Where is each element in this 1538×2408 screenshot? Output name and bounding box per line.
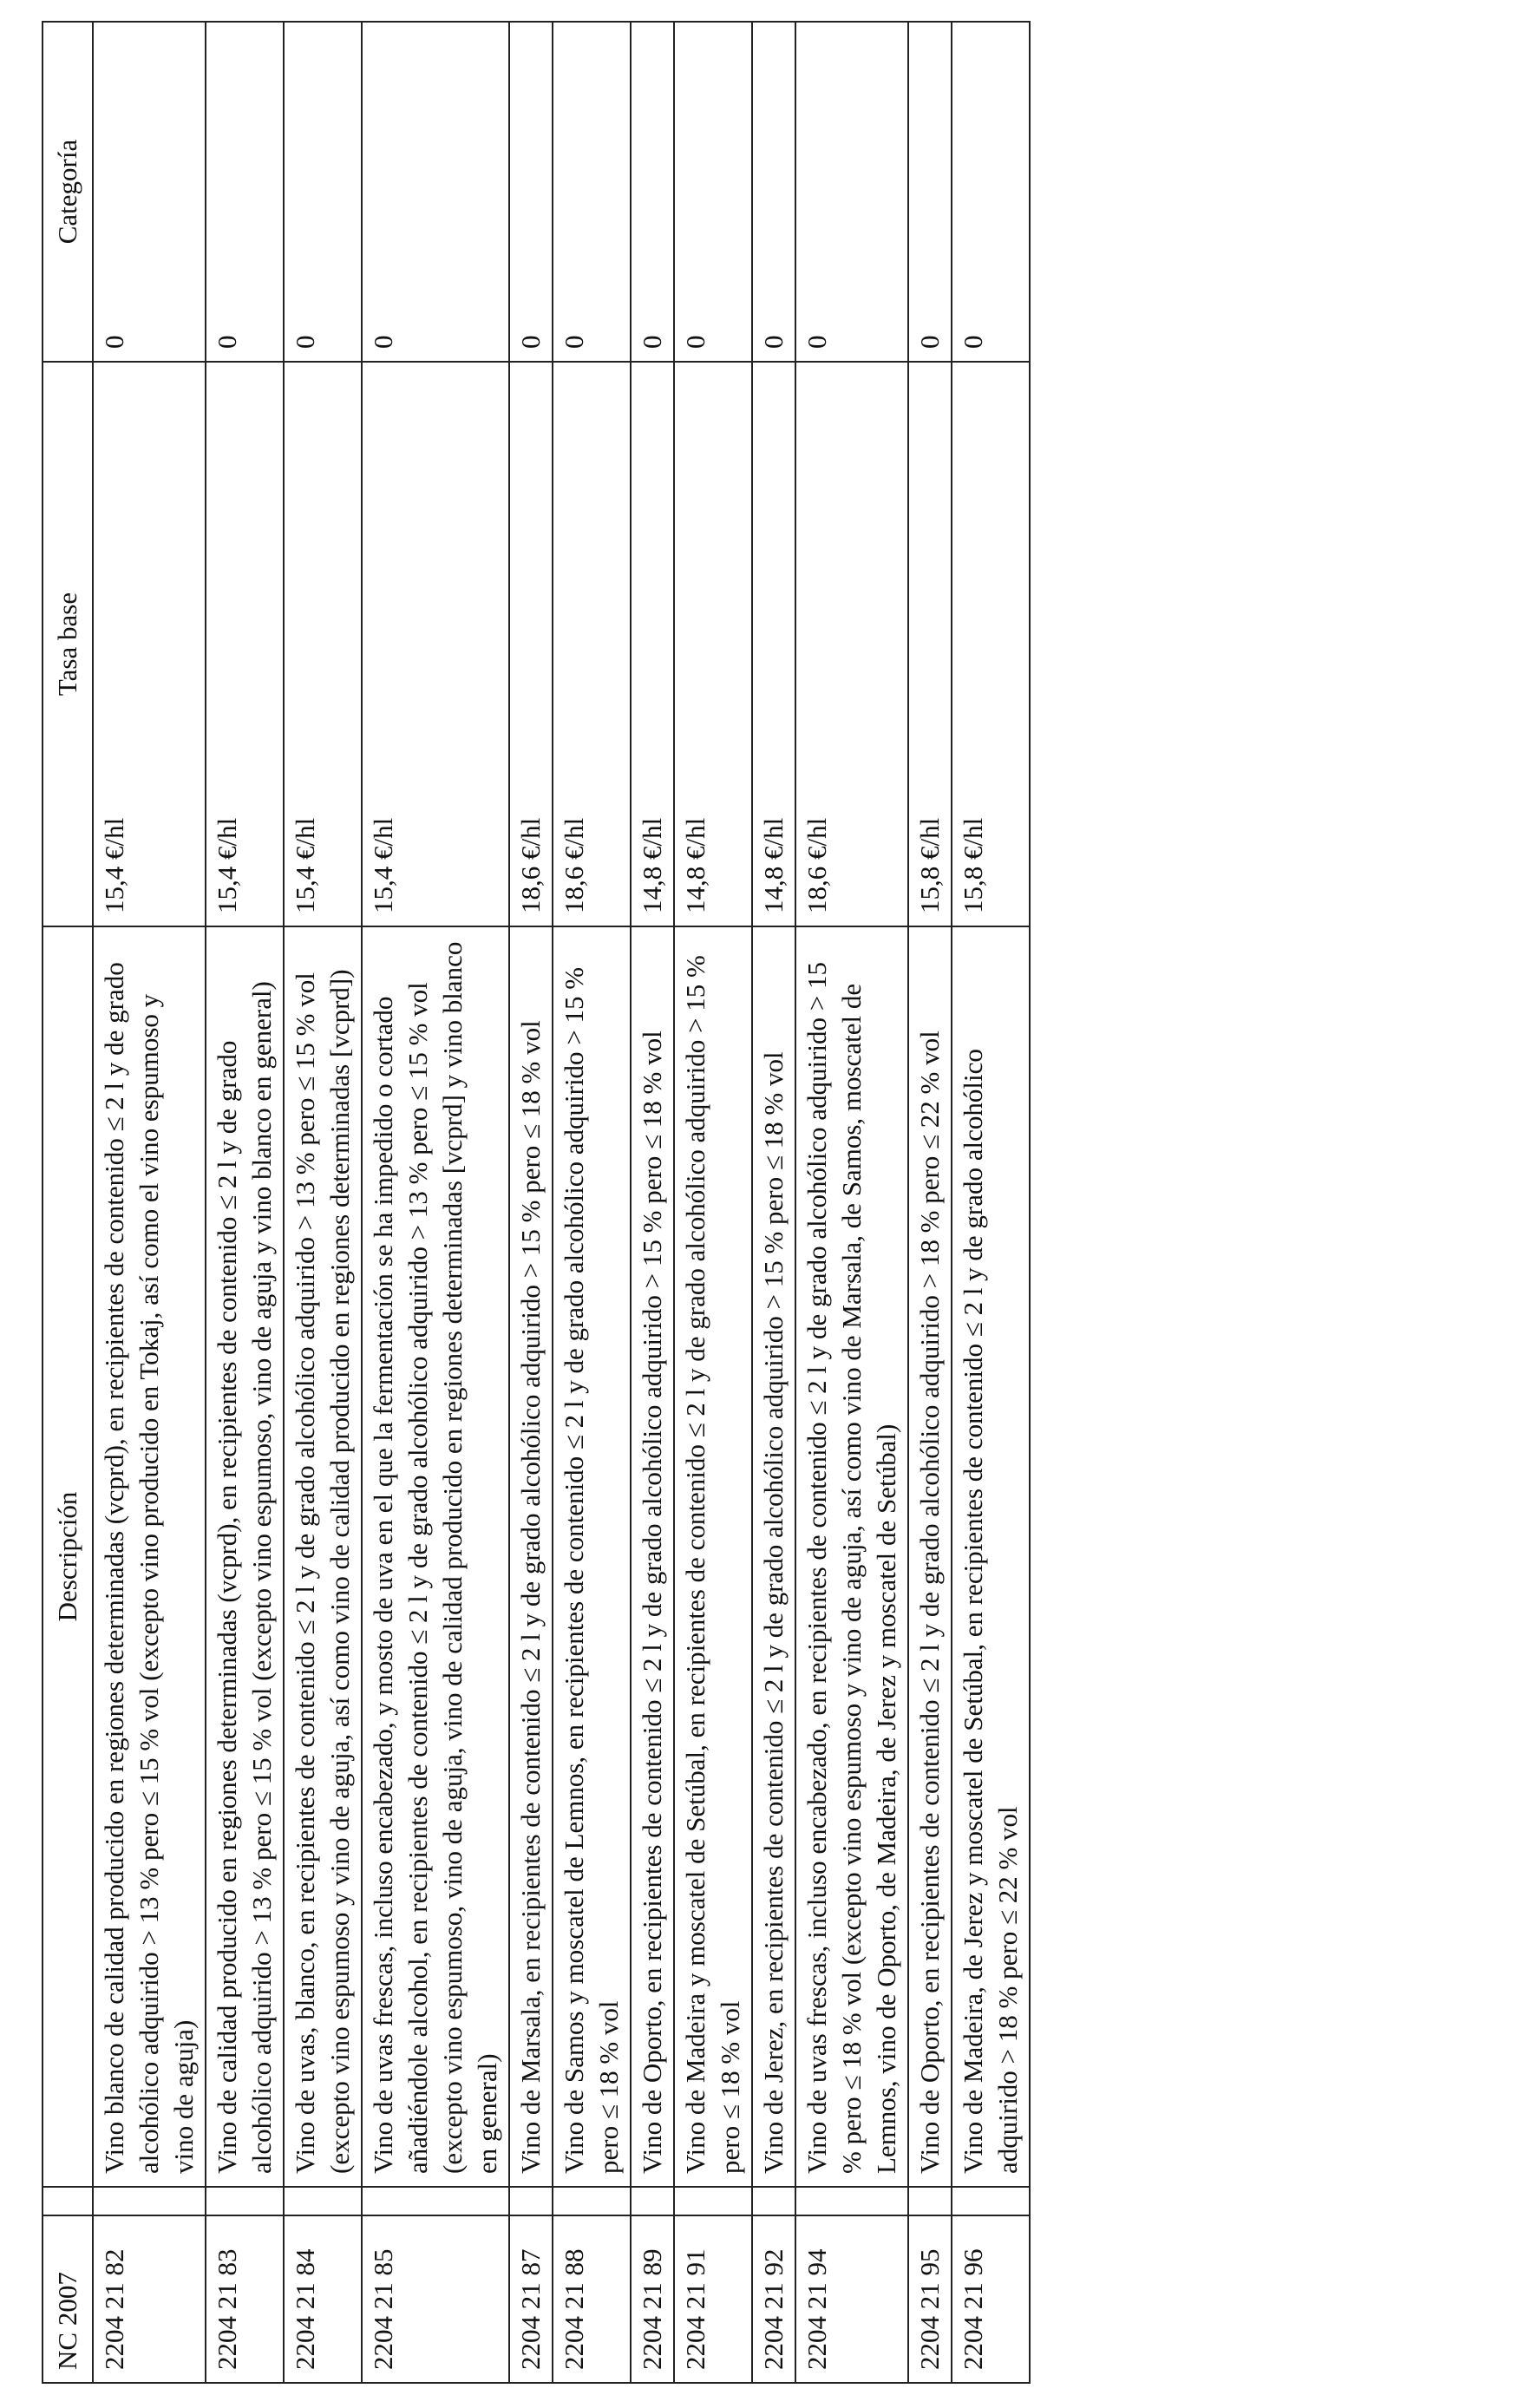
row-rate: 18,6 €/hl [795, 362, 908, 926]
row-code: 2204 21 89 [631, 2215, 674, 2383]
row-description: Vino de uvas frescas, incluso encabezado, y mosto de uva en el que la fermentación se ha impedido o cortado añadiéndole alcohol, en recipientes de contenido ≤ 2 l y de grado alcohólico adquirido > 13 % pero ≤ 15 % vol (excepto vino espumoso, vino de aguja, vino de calidad producido en regiones determinadas [vcprd] y vino blanco en general) [362, 926, 509, 2187]
row-rate: 14,8 €/hl [631, 362, 674, 926]
header-spacer [43, 2187, 93, 2215]
row-description: Vino de uvas frescas, incluso encabezado, en recipientes de contenido ≤ 2 l y de grado alcohólico adquirido > 15 % pero ≤ 18 % vol (excepto vino espumoso y vino de aguja, así como vino de Marsala, de Samos, moscatel de Lemnos, vino de Oporto, de Madeira, de Jerez y moscatel de Setúbal) [795, 926, 908, 2187]
table-row [752, 22, 795, 2383]
row-code: 2204 21 83 [206, 2215, 284, 2383]
row-spacer [952, 2187, 1030, 2215]
row-category: 0 [553, 22, 631, 362]
row-description: Vino de Oporto, en recipientes de contenido ≤ 2 l y de grado alcohólico adquirido > 15 % pero ≤ 18 % vol [631, 926, 674, 2187]
row-category: 0 [362, 22, 509, 362]
row-description: Vino de Madeira y moscatel de Setúbal, en recipientes de contenido ≤ 2 l y de grado alcohólico adquirido > 15 % pero ≤ 18 % vol [674, 926, 752, 2187]
row-description: Vino de Samos y moscatel de Lemnos, en recipientes de contenido ≤ 2 l y de grado alcohólico adquirido > 15 % pero ≤ 18 % vol [553, 926, 631, 2187]
row-spacer [795, 2187, 908, 2215]
table-row [674, 22, 752, 2383]
row-rate: 18,6 €/hl [553, 362, 631, 926]
row-rate: 14,8 €/hl [674, 362, 752, 926]
row-code: 2204 21 96 [952, 2215, 1030, 2383]
row-spacer [752, 2187, 795, 2215]
row-rate: 15,4 €/hl [206, 362, 284, 926]
row-description: Vino de uvas, blanco, en recipientes de contenido ≤ 2 l y de grado alcohólico adquirido > 13 % pero ≤ 15 % vol (excepto vino espumoso y vino de aguja, así como vino de calidad producido en regiones determinadas [vcprd]) [284, 926, 362, 2187]
row-description: Vino de Oporto, en recipientes de contenido ≤ 2 l y de grado alcohólico adquirido > 18 % pero ≤ 22 % vol [908, 926, 952, 2187]
row-category: 0 [952, 22, 1030, 362]
row-spacer [362, 2187, 509, 2215]
row-code: 2204 21 94 [795, 2215, 908, 2383]
row-spacer [206, 2187, 284, 2215]
row-category: 0 [93, 22, 206, 362]
row-description: Vino de Jerez, en recipientes de contenido ≤ 2 l y de grado alcohólico adquirido > 15 % pero ≤ 18 % vol [752, 926, 795, 2187]
table-header-row [43, 22, 93, 2383]
header-code: NC 2007 [43, 2215, 93, 2383]
row-rate: 15,8 €/hl [908, 362, 952, 926]
table-row [908, 22, 952, 2383]
row-rate: 15,4 €/hl [93, 362, 206, 926]
row-category: 0 [509, 22, 553, 362]
table-row [631, 22, 674, 2383]
row-category: 0 [752, 22, 795, 362]
row-description: Vino de Madeira, de Jerez y moscatel de Setúbal, en recipientes de contenido ≤ 2 l y de grado alcohólico adquirido > 18 % pero ≤ 22 % vol [952, 926, 1030, 2187]
table-row [509, 22, 553, 2383]
table-row [206, 22, 284, 2383]
row-category: 0 [206, 22, 284, 362]
header-category: Categoría [43, 22, 93, 362]
row-spacer [509, 2187, 553, 2215]
tariff-table [42, 21, 1031, 2384]
row-spacer [553, 2187, 631, 2215]
row-category: 0 [908, 22, 952, 362]
table-row [93, 22, 206, 2383]
table-row [362, 22, 509, 2383]
row-rate: 15,4 €/hl [284, 362, 362, 926]
row-rate: 15,4 €/hl [362, 362, 509, 926]
row-description: Vino de Marsala, en recipientes de contenido ≤ 2 l y de grado alcohólico adquirido > 15 % pero ≤ 18 % vol [509, 926, 553, 2187]
header-description: Descripción [43, 926, 93, 2187]
row-category: 0 [795, 22, 908, 362]
row-spacer [674, 2187, 752, 2215]
row-description: Vino de calidad producido en regiones determinadas (vcprd), en recipientes de contenido ≤ 2 l y de grado alcohólico adquirido > 13 % pero ≤ 15 % vol (excepto vino espumoso, vino de aguja y vino blanco en general) [206, 926, 284, 2187]
row-code: 2204 21 91 [674, 2215, 752, 2383]
row-rate: 18,6 €/hl [509, 362, 553, 926]
header-rate: Tasa base [43, 362, 93, 926]
row-category: 0 [284, 22, 362, 362]
table-body [93, 22, 1030, 2383]
row-code: 2204 21 95 [908, 2215, 952, 2383]
row-code: 2204 21 88 [553, 2215, 631, 2383]
row-code: 2204 21 84 [284, 2215, 362, 2383]
row-spacer [284, 2187, 362, 2215]
row-spacer [908, 2187, 952, 2215]
row-code: 2204 21 87 [509, 2215, 553, 2383]
table-row [284, 22, 362, 2383]
row-spacer [93, 2187, 206, 2215]
table-row [795, 22, 908, 2383]
table-row [553, 22, 631, 2383]
table-row [952, 22, 1030, 2383]
row-category: 0 [674, 22, 752, 362]
row-category: 0 [631, 22, 674, 362]
row-code: 2204 21 92 [752, 2215, 795, 2383]
row-rate: 14,8 €/hl [752, 362, 795, 926]
row-description: Vino blanco de calidad producido en regiones determinadas (vcprd), en recipientes de contenido ≤ 2 l y de grado alcohólico adquirido > 13 % pero ≤ 15 % vol (excepto vino producido en Tokaj, así como el vino espumoso y vino de aguja) [93, 926, 206, 2187]
row-rate: 15,8 €/hl [952, 362, 1030, 926]
row-code: 2204 21 85 [362, 2215, 509, 2383]
row-code: 2204 21 82 [93, 2215, 206, 2383]
row-spacer [631, 2187, 674, 2215]
